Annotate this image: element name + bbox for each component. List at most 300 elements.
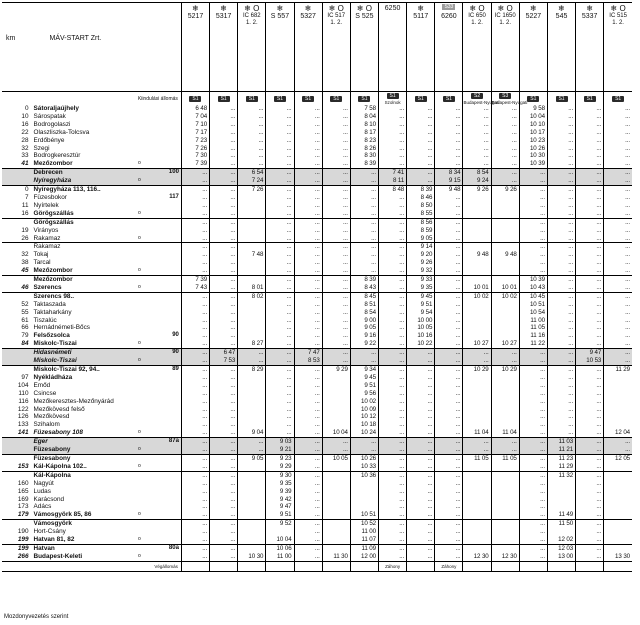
train-time: 10 29	[491, 366, 519, 374]
train-time: ...	[294, 177, 322, 185]
train-time: ...	[181, 324, 209, 332]
train-time: 8 30	[350, 152, 378, 160]
train-time: 8 34	[435, 169, 463, 177]
train-time: ...	[238, 152, 266, 160]
train-time: 11 09	[350, 544, 378, 552]
station-name: Szegi	[33, 144, 50, 152]
train-time: ...	[547, 210, 575, 218]
train-time: ...	[181, 259, 209, 267]
train-time: ...	[181, 357, 209, 365]
train-time: ...	[576, 169, 604, 177]
train-service-cell	[491, 92, 528, 106]
train-time: ...	[576, 413, 604, 421]
train-time: 10 51	[519, 301, 547, 309]
arrival-marker	[131, 186, 147, 194]
train-time: ...	[181, 235, 209, 243]
train-symbol: ❄ O	[469, 4, 485, 13]
train-class: 1. 2.	[612, 20, 624, 26]
train-time: ...	[435, 218, 463, 226]
train-time: ...	[435, 309, 463, 317]
train-time: ...	[519, 528, 547, 536]
arrival-marker	[131, 129, 147, 137]
station-km: 153	[17, 462, 29, 470]
train-time: ...	[604, 251, 632, 259]
station-name: Budapest-Keleti	[33, 552, 83, 560]
train-time: ...	[576, 503, 604, 511]
train-time	[491, 421, 519, 429]
station-km: 16	[21, 209, 29, 217]
train-time: ...	[210, 454, 238, 462]
train-time: 8 55	[407, 210, 435, 218]
station-row	[2, 309, 632, 317]
train-time: 10 16	[407, 332, 435, 340]
station-row	[2, 129, 632, 137]
station-name: Sárospatak	[33, 112, 66, 120]
train-time: ...	[519, 406, 547, 414]
station-km: 122	[17, 405, 29, 413]
table-ref	[147, 284, 181, 292]
station-row	[2, 235, 632, 243]
train-time: 9 42	[266, 496, 294, 504]
station-name: Füzesbokor	[33, 193, 67, 201]
station-km: 79	[21, 332, 29, 340]
train-time: ...	[407, 429, 435, 437]
train-time	[463, 227, 491, 235]
train-time: 10 04	[266, 536, 294, 544]
train-time: ...	[181, 413, 209, 421]
train-time	[350, 480, 378, 488]
train-service-cell	[435, 92, 463, 106]
train-time: 11 16	[519, 332, 547, 340]
train-time	[604, 528, 632, 536]
arrival-marker	[131, 218, 147, 226]
train-time: 7 48	[238, 251, 266, 259]
train-time: ...	[238, 129, 266, 137]
train-time: 9 48	[463, 251, 491, 259]
train-time: ...	[210, 210, 238, 218]
train-time: ...	[519, 235, 547, 243]
train-time: ...	[210, 227, 238, 235]
table-ref	[147, 406, 181, 414]
train-time: 9 29	[266, 463, 294, 471]
train-time: ...	[294, 121, 322, 129]
train-time	[238, 194, 266, 202]
train-time: ...	[435, 235, 463, 243]
train-time: ...	[379, 259, 407, 267]
train-time: ...	[379, 267, 407, 275]
train-time	[238, 309, 266, 317]
train-time: 8 39	[350, 160, 378, 168]
train-time	[238, 267, 266, 275]
train-time: ...	[435, 413, 463, 421]
train-time: ...	[350, 202, 378, 210]
train-time: ...	[604, 243, 632, 251]
train-time: ...	[181, 210, 209, 218]
station-km	[2, 292, 32, 300]
train-time: ...	[519, 446, 547, 454]
train-time: ...	[181, 528, 209, 536]
train-time: ...	[322, 202, 350, 210]
train-time: ...	[547, 413, 575, 421]
train-time: 8 45	[350, 292, 378, 300]
train-time	[238, 235, 266, 243]
train-time: ...	[210, 520, 238, 528]
train-time: ...	[604, 309, 632, 317]
train-time: ...	[379, 292, 407, 300]
train-time	[322, 382, 350, 390]
train-time: ...	[576, 137, 604, 145]
train-time: 7 39	[181, 276, 209, 284]
arrival-marker	[131, 301, 147, 309]
train-time: ...	[407, 357, 435, 365]
train-header	[407, 3, 435, 92]
train-time: ...	[266, 186, 294, 194]
train-time: ...	[435, 194, 463, 202]
arrival-marker	[131, 113, 147, 121]
train-time: ...	[210, 202, 238, 210]
train-time: ...	[576, 446, 604, 454]
table-ref	[147, 324, 181, 332]
table-ref	[147, 471, 181, 479]
train-time: ...	[294, 511, 322, 519]
train-time: ...	[210, 480, 238, 488]
train-time: ...	[266, 292, 294, 300]
train-time	[238, 421, 266, 429]
train-time: ...	[407, 374, 435, 382]
train-time: ...	[491, 105, 519, 113]
station-km	[2, 276, 32, 284]
train-time	[463, 301, 491, 309]
train-time: 9 03	[266, 438, 294, 446]
train-time: ...	[238, 137, 266, 145]
train-time: ...	[294, 421, 322, 429]
train-time: ...	[519, 202, 547, 210]
train-time: 7 30	[181, 152, 209, 160]
station-row	[2, 463, 632, 471]
train-time	[322, 463, 350, 471]
train-time: ...	[294, 520, 322, 528]
arrival-marker: o	[137, 234, 141, 241]
train-time: ...	[604, 438, 632, 446]
train-time: ...	[181, 243, 209, 251]
train-time	[463, 332, 491, 340]
train-time: 10 24	[350, 429, 378, 437]
train-time: ...	[294, 152, 322, 160]
station-name: Virányos	[33, 226, 59, 234]
train-time: ...	[210, 137, 238, 145]
train-time: ...	[519, 488, 547, 496]
train-time: 9 00	[350, 317, 378, 325]
station-km: 110	[18, 389, 29, 397]
train-time: ...	[576, 152, 604, 160]
train-time	[491, 202, 519, 210]
train-time: ...	[519, 511, 547, 519]
train-time: ...	[210, 528, 238, 536]
arrival-marker	[131, 421, 147, 429]
table-ref: 89	[147, 366, 181, 374]
train-time: ...	[266, 129, 294, 137]
train-time: 11 05	[491, 454, 519, 462]
station-row	[2, 429, 632, 437]
train-time: 8 43	[350, 284, 378, 292]
train-time: ...	[266, 340, 294, 348]
arrival-marker: o	[131, 177, 147, 185]
station-row	[2, 438, 632, 446]
train-time: 8 39	[407, 186, 435, 194]
train-time: ...	[210, 406, 238, 414]
train-number: 6250	[384, 5, 401, 12]
station-km: 32	[21, 144, 29, 152]
train-time: ...	[576, 129, 604, 137]
arrival-marker: o	[137, 267, 141, 274]
station-km: 190	[17, 528, 29, 536]
train-time: 10 33	[350, 463, 378, 471]
train-time	[547, 488, 575, 496]
station-row	[2, 520, 632, 528]
train-time: 10 27	[491, 340, 519, 348]
train-time: ...	[463, 121, 491, 129]
train-service-cell	[547, 92, 575, 106]
train-time	[491, 496, 519, 504]
train-time: ...	[576, 235, 604, 243]
train-time: 11 03	[547, 438, 575, 446]
train-time: ...	[435, 121, 463, 129]
train-time: ...	[294, 398, 322, 406]
train-time: ...	[238, 349, 266, 357]
train-time: ...	[266, 145, 294, 153]
station-name: Hatvan 81, 82	[33, 536, 75, 544]
train-time	[238, 210, 266, 218]
train-time: 7 10	[181, 121, 209, 129]
train-time: ...	[407, 366, 435, 374]
train-time: ...	[294, 227, 322, 235]
station-km	[2, 366, 32, 374]
train-time	[238, 202, 266, 210]
train-time	[238, 503, 266, 511]
station-name: Miskolc-Tiszai 92, 94..	[32, 366, 132, 374]
station-km	[2, 471, 32, 479]
train-time: ...	[576, 390, 604, 398]
train-time: ...	[294, 340, 322, 348]
train-time: ...	[322, 218, 350, 226]
train-time: ...	[407, 152, 435, 160]
train-time: ...	[379, 324, 407, 332]
train-time: ...	[181, 454, 209, 462]
train-time: ...	[181, 511, 209, 519]
train-time: ...	[322, 243, 350, 251]
train-time: ...	[266, 169, 294, 177]
train-time: 11 29	[547, 463, 575, 471]
train-time: ...	[604, 113, 632, 121]
train-time	[547, 480, 575, 488]
station-name: Taktaharkány	[33, 308, 72, 316]
train-header	[322, 3, 350, 92]
train-number: 5337	[581, 13, 598, 20]
train-time	[322, 406, 350, 414]
train-time: ...	[350, 210, 378, 218]
arrival-marker	[131, 202, 147, 210]
train-time: ...	[294, 374, 322, 382]
train-time: ...	[266, 137, 294, 145]
train-time: ...	[210, 366, 238, 374]
train-time: ...	[379, 105, 407, 113]
train-time: ...	[294, 160, 322, 168]
arrival-marker	[131, 152, 147, 160]
train-time: ...	[322, 194, 350, 202]
train-time	[491, 413, 519, 421]
train-time: 9 54	[407, 309, 435, 317]
train-time: ...	[266, 105, 294, 113]
train-time: ...	[294, 284, 322, 292]
station-km	[2, 357, 32, 365]
train-time	[604, 471, 632, 479]
train-time: 7 24	[238, 177, 266, 185]
train-time: ...	[519, 454, 547, 462]
train-time: ...	[181, 227, 209, 235]
train-time: ...	[294, 267, 322, 275]
train-time: ...	[210, 463, 238, 471]
station-row	[2, 259, 632, 267]
train-time: ...	[181, 301, 209, 309]
table-ref	[147, 357, 181, 365]
station-name: Füzesabony 108	[33, 429, 83, 437]
train-time	[322, 511, 350, 519]
train-time: ...	[576, 145, 604, 153]
train-time: ...	[294, 324, 322, 332]
train-time: ...	[294, 145, 322, 153]
train-time: ...	[463, 357, 491, 365]
station-name: Mezőzombor	[32, 276, 132, 284]
station-row	[2, 194, 632, 202]
table-ref	[147, 113, 181, 121]
train-time: 13 00	[547, 553, 575, 561]
station-name: Rakamaz	[32, 243, 132, 251]
station-km: 33	[21, 152, 29, 160]
footnote: Mozdonyvezetés szerint	[4, 614, 69, 620]
station-km: 133	[17, 421, 29, 429]
station-km: 28	[21, 136, 29, 144]
train-time	[322, 528, 350, 536]
train-time: 12 02	[547, 536, 575, 544]
start-note: Kiindulási állomás	[137, 95, 178, 102]
arrival-marker	[131, 324, 147, 332]
train-time: 9 47	[576, 349, 604, 357]
train-time: ...	[576, 267, 604, 275]
train-time: ...	[407, 544, 435, 552]
train-time: ...	[379, 544, 407, 552]
station-km: 38	[21, 259, 29, 267]
train-time	[491, 544, 519, 552]
train-time: ...	[547, 267, 575, 275]
train-time: ...	[181, 520, 209, 528]
train-time	[238, 259, 266, 267]
train-time: ...	[181, 186, 209, 194]
train-number: IC 1650	[494, 13, 516, 19]
train-time: ...	[576, 511, 604, 519]
train-time: ...	[181, 202, 209, 210]
train-destination	[294, 561, 322, 571]
station-name: Mezőzombor	[33, 160, 73, 168]
arrival-marker	[131, 454, 147, 462]
train-time: ...	[576, 243, 604, 251]
arrival-marker	[131, 496, 147, 504]
station-row	[2, 357, 632, 365]
train-time: ...	[576, 406, 604, 414]
station-name: Vámosgyörk 85, 86	[33, 511, 92, 519]
train-time: ...	[576, 382, 604, 390]
train-time	[322, 374, 350, 382]
train-time: ...	[350, 194, 378, 202]
train-time: 9 26	[407, 259, 435, 267]
train-time: ...	[547, 324, 575, 332]
train-time: ...	[407, 454, 435, 462]
station-km: 160	[17, 479, 29, 487]
train-time: ...	[604, 332, 632, 340]
train-time: ...	[181, 446, 209, 454]
train-time: ...	[379, 496, 407, 504]
train-time: ...	[266, 160, 294, 168]
train-time: 12 00	[350, 553, 378, 561]
train-time	[463, 406, 491, 414]
table-ref	[147, 105, 181, 113]
train-time: ...	[407, 406, 435, 414]
train-time: ...	[181, 292, 209, 300]
train-time: ...	[435, 301, 463, 309]
train-service-badge: S1	[189, 96, 201, 102]
train-time: 9 22	[350, 340, 378, 348]
train-time: ...	[435, 382, 463, 390]
station-name: Tarcal	[33, 259, 51, 267]
train-time: 9 56	[350, 390, 378, 398]
train-time	[463, 421, 491, 429]
station-km: 7	[24, 193, 29, 201]
train-time: 10 06	[266, 544, 294, 552]
train-header	[604, 3, 632, 92]
arrival-marker	[131, 374, 147, 382]
train-time: ...	[379, 488, 407, 496]
train-time: 6 48	[181, 105, 209, 113]
train-time	[463, 390, 491, 398]
table-ref	[147, 511, 181, 519]
train-time: ...	[210, 259, 238, 267]
train-time: 8 53	[294, 357, 322, 365]
train-time: ...	[407, 137, 435, 145]
station-row	[2, 284, 632, 292]
train-time: ...	[491, 121, 519, 129]
train-destination	[519, 561, 547, 571]
station-name: Karácsond	[33, 495, 65, 503]
table-ref	[147, 520, 181, 528]
train-time: ...	[407, 496, 435, 504]
train-time: ...	[604, 129, 632, 137]
train-time: ...	[407, 398, 435, 406]
arrival-marker: o	[131, 357, 147, 365]
train-time: ...	[379, 145, 407, 153]
train-time: 10 02	[350, 398, 378, 406]
train-service-cell	[350, 92, 378, 106]
train-time: ...	[210, 496, 238, 504]
train-symbol: ❄	[417, 4, 425, 13]
train-destination	[463, 561, 491, 571]
table-ref: 90	[172, 332, 179, 339]
table-ref	[147, 210, 181, 218]
train-time	[491, 309, 519, 317]
train-time: 10 36	[350, 471, 378, 479]
station-row	[2, 169, 632, 177]
train-time: ...	[407, 463, 435, 471]
train-time: ...	[407, 528, 435, 536]
train-time: 7 23	[181, 137, 209, 145]
